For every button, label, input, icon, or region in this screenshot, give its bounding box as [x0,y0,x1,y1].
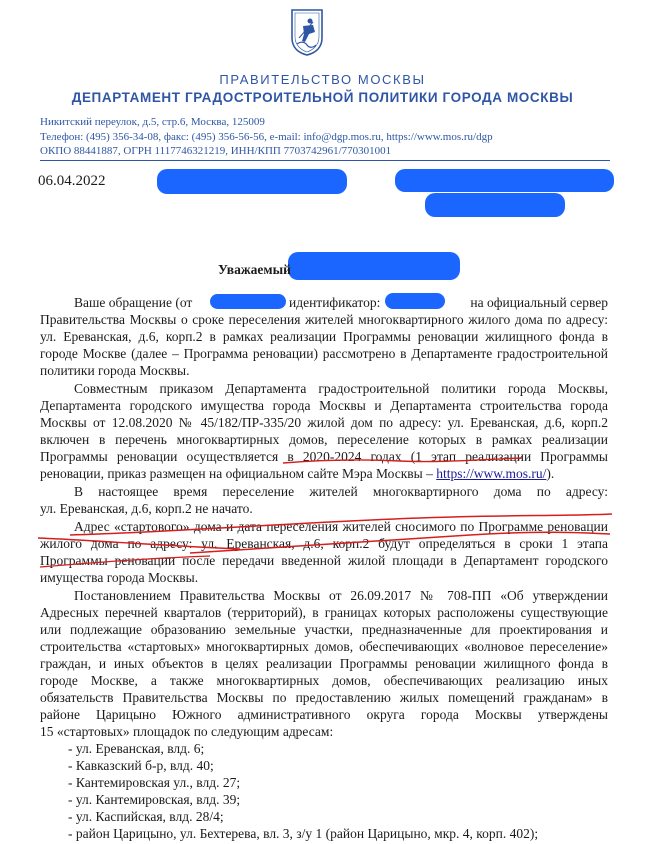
redacted-appeal-date [210,294,286,309]
paragraph-5-line: строительства «стартовых» многоквартирных домов, обеспечивающих «волновое переселение» [40,639,608,654]
address-list-item: - Кавказский б-р, влд. 40; [68,758,214,773]
mos-ru-link[interactable]: https://www.mos.ru/ [436,466,547,481]
department-name: ДЕПАРТАМЕНТ ГРАДОСТРОИТЕЛЬНОЙ ПОЛИТИКИ ГОРОДА МОСКВЫ [71,90,574,105]
address-list-item: - ул. Кантемировская, влд. 39; [68,792,241,807]
address-list-item: - район Царицыно, ул. Бехтерева, вл. 3, з/у 1 (район Царицыно, мкр. 4, корп. 402); [68,826,539,841]
paragraph-1-line: политики города Москвы. [40,363,190,378]
paragraph-5-line: или подлежащие образованию земельные участки, предназначенные для проектирования и [40,622,608,637]
paragraph-5-line: Постановлением Правительства Москвы от 26.09.2017 № 708-ПП «Об утверждении [74,588,608,603]
paragraph-4-line: имущества города Москвы. [40,570,199,585]
paragraph-5-line: обязательств Правительства Москвы по предоставлению жилых помещений гражданам» в [40,690,608,705]
redacted-identifier [385,293,445,309]
paragraph-2-line: Совместным приказом Департамента градостроительной политики города Москвы, [74,381,608,396]
paragraph-1-line: на официальный сервер [470,295,608,310]
paragraph-2-line: Департамента городского имущества города Москвы и Департамента строительства города [40,398,608,413]
paragraph-3-line: ул. Ереванская, д.6, корп.2 не начато. [40,501,253,516]
paragraph-1-line: идентификатор: [289,295,381,310]
department-contacts: Телефон: (495) 356-34-08, факс: (495) 356-56-56, e-mail: info@dgp.mos.ru, https://www.mos.ru/dgp [40,131,493,143]
paragraph-2-line: реновации, приказ размещен на официальном сайте Мэра Москвы – https://www.mos.ru/). [40,466,555,481]
paragraph-5-line: городе Москве, а также многоквартирных домов, обеспечивающих реализацию иных [40,673,608,688]
moscow-coat-of-arms-icon [289,8,325,56]
address-list-item: - ул. Ереванская, влд. 6; [68,741,205,756]
redacted-recipient-block [395,169,614,192]
redacted-recipient-block [157,169,347,194]
address-list-item: - ул. Каспийская, влд. 28/4; [68,809,224,824]
paragraph-1-line: ул. Ереванская, д.6, корп.2 в рамках реализации Программы реновации жилищного фонда в [40,329,608,344]
greeting: Уважаемый [218,262,291,277]
paragraph-2-line: включен в перечень многоквартирных домов, переселение которых в рамках реализации [40,432,608,447]
redacted-name [288,252,460,280]
paragraph-5-line: 15 «стартовых» площадок по следующим адресам: [40,724,334,739]
paragraph-4-line: жилого дома по адресу: ул. Ереванская, д.6, корп.2 будут определяться в сроки 1 этапа [40,536,608,551]
paragraph-4-line: Адрес «стартового» дома и дата переселения жителей сносимого по Программе реновации [74,519,608,534]
paragraph-1-line: Ваше обращение (от [74,295,193,310]
government-name: ПРАВИТЕЛЬСТВО МОСКВЫ [219,72,426,87]
paragraph-5-line: Адресных перечней кварталов (территорий), в границах которых расположены существующие [40,605,608,620]
address-list-item: - Кантемировская ул., влд. 27; [68,775,241,790]
paragraph-4-line: Программы реновации после передачи введенной жилой площади в Департамент городского [40,553,608,568]
department-registry: ОКПО 88441887, ОГРН 1117746321219, ИНН/КПП 7703742961/770301001 [40,145,392,157]
paragraph-5-line: граждан, и иных объектов в целях реализации Программы реновации жилищного фонда в [40,656,608,671]
department-address: Никитский переулок, д.5, стр.6, Москва, 125009 [40,116,265,128]
paragraph-3-line: В настоящее время переселение жителей многоквартирного дома по адресу: [74,484,608,499]
redacted-recipient-block [425,193,565,217]
letter-date: 06.04.2022 [38,173,106,189]
paragraph-1-line: городе Москве (далее – Программа реновации) рассмотрено в Департаменте градостроительной [40,346,608,361]
paragraph-1-line: Правительства Москвы о сроке переселения жителей многоквартирного жилого дома по адресу: [40,312,608,327]
paragraph-2-line: Программы реновации осуществляется в 2020-2024 годах (1 этап реализации Программы [40,449,608,464]
header-divider [40,160,610,161]
paragraph-2-line: Москвы от 12.08.2020 № 45/182/ПР-335/20 жилой дом по адресу: ул. Ереванская, д.6, корп.2 [40,415,608,430]
paragraph-5-line: районе Царицыно Южного административного округа города Москвы утверждены [40,707,608,722]
